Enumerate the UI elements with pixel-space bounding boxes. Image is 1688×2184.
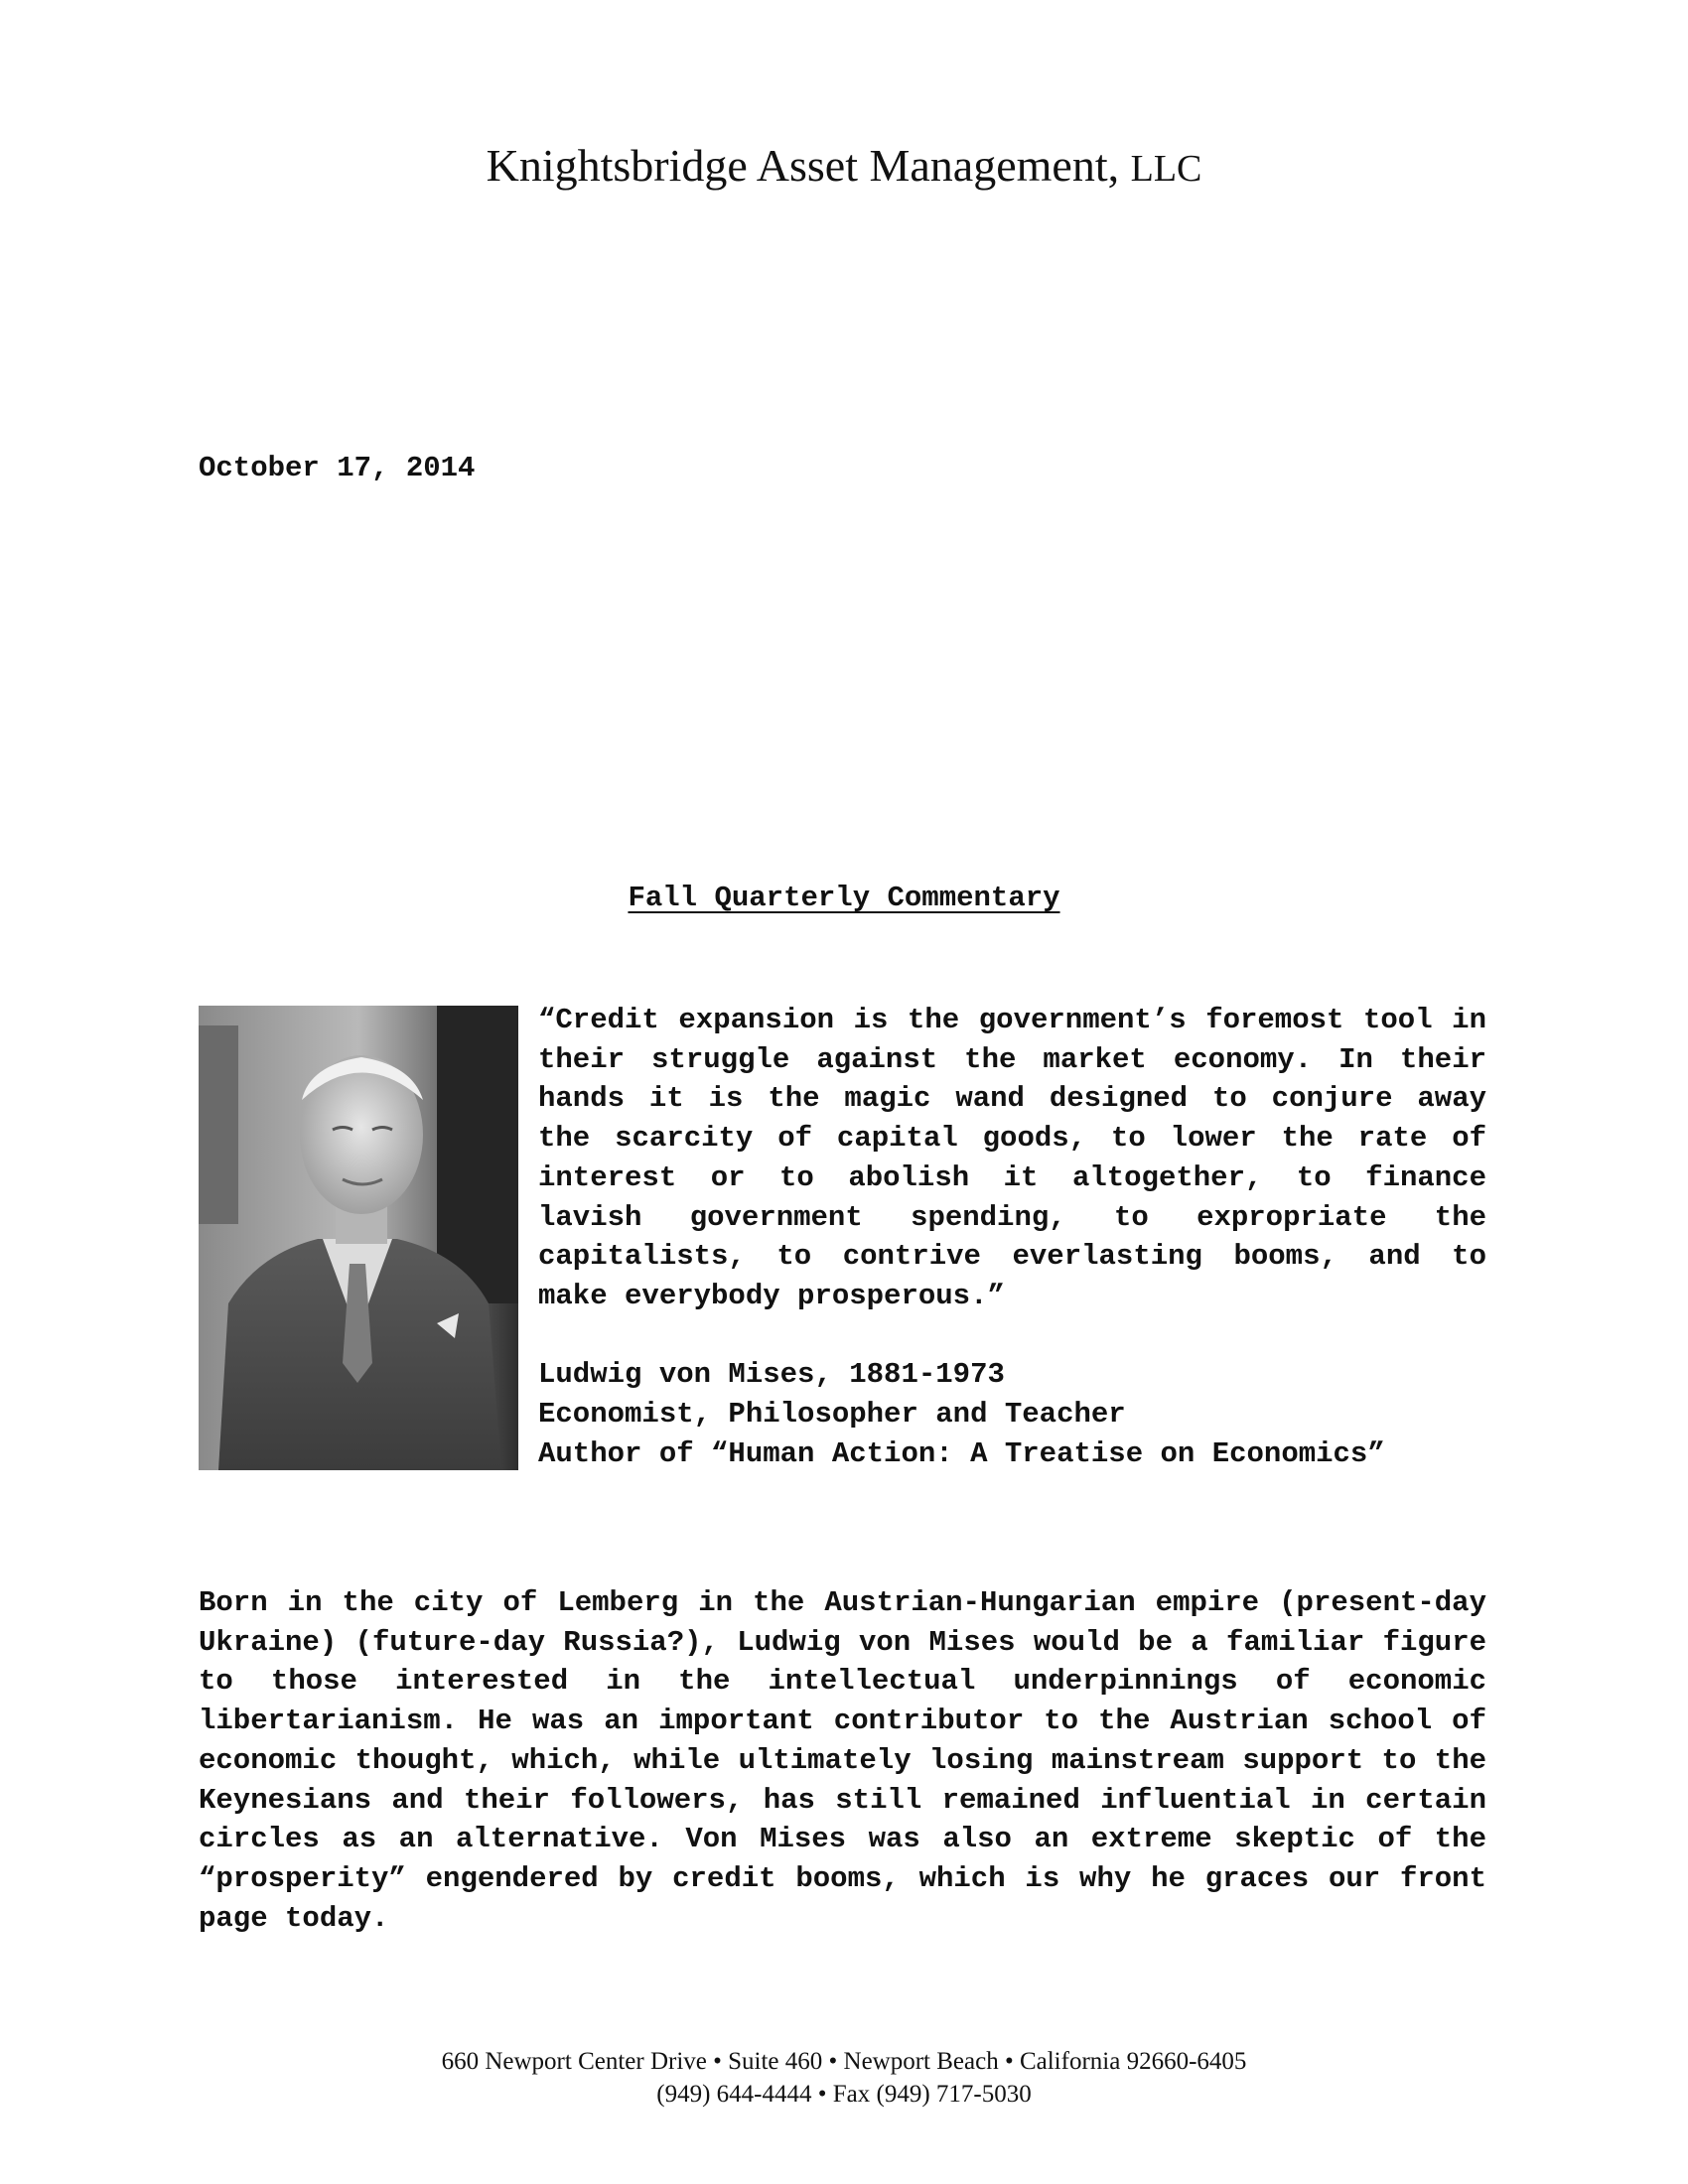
quote-text: “Credit expansion is the government’s foremost tool in their struggle against the market economy. In their hands it is the magic wand designed to conjure away the scarcity of capital goods, to lower the rate of interest or to abolish it altogether, to finance lavish government spending, to expropriate the capitalists, to contrive everlasting booms, and to make everybody prosperous.” [538, 1004, 1486, 1312]
portrait-photo [199, 1006, 518, 1470]
letter-date: October 17, 2014 [199, 452, 476, 484]
footer-address: 660 Newport Center Drive • Suite 460 • Newport Beach • California 92660-6405 [441, 2048, 1247, 2075]
letterhead [0, 139, 1688, 192]
attribution-name: Ludwig von Mises, 1881-1973 [538, 1358, 1005, 1392]
company-suffix: LLC [1130, 148, 1202, 190]
quote-attribution [538, 1355, 1486, 1473]
attribution-role: Economist, Philosopher and Teacher [538, 1398, 1126, 1432]
body-paragraph: Born in the city of Lemberg in the Austrian-Hungarian empire (present-day Ukraine) (future-day Russia?), Ludwig von Mises would be a familiar figure to those interested in the intellectual underpinnings of economic libertarianism. He was an important contributor to the Austrian school of economic thought, which, while ultimately losing mainstream support to the Keynesians and their followers, has still remained influential in certain circles as an alternative. Von Mises was also an extreme skeptic of the “prosperity” engendered by credit booms, which is why he graces our front page today. [199, 1586, 1486, 1935]
attribution-book: Author of “Human Action: A Treatise on Economics” [538, 1436, 1385, 1470]
commentary-title: Fall Quarterly Commentary [628, 882, 1060, 914]
footer-phone: (949) 644-4444 • Fax (949) 717-5030 [656, 2081, 1032, 2108]
company-name: Knightsbridge Asset Management, [486, 140, 1120, 191]
footer [0, 2045, 1688, 2111]
quote-block [538, 1001, 1486, 1473]
